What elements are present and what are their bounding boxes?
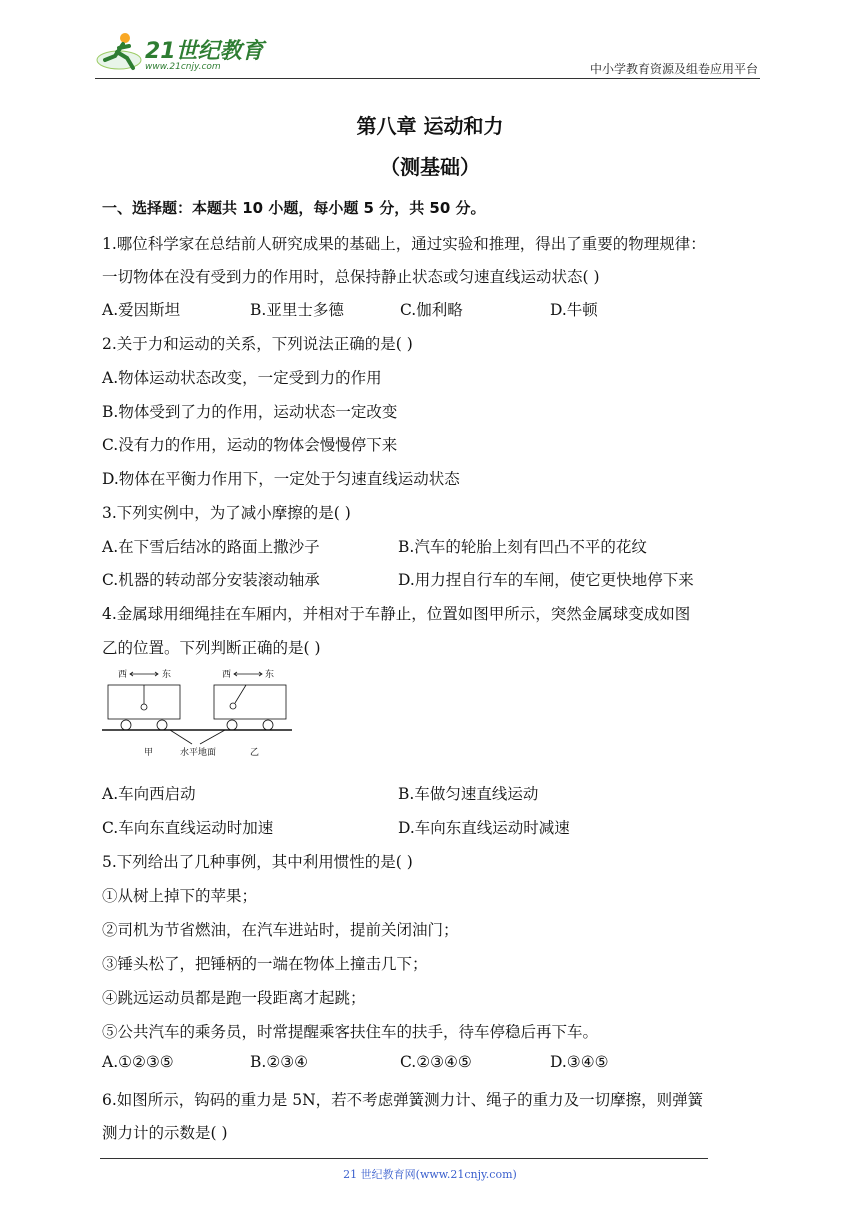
q5-item-5: ⑤公共汽车的乘务员，时常提醒乘客扶住车的扶手，待车停稳后再下车。 <box>102 1023 599 1041</box>
q6-stem-line1: 6.如图所示，钩码的重力是 5N，若不考虑弹簧测力计、绳子的重力及一切摩擦，则弹簧 <box>102 1091 704 1109</box>
fig-leader-left <box>170 730 192 744</box>
fig-wheel-yi-left <box>227 720 237 730</box>
q5-option-c: C.②③④⑤ <box>400 1053 472 1071</box>
q6-stem-line2: 测力计的示数是( ) <box>102 1124 228 1142</box>
fig-cart-yi <box>214 685 286 719</box>
footer-text: 21 世纪教育网(www.21cnjy.com) <box>343 1168 517 1181</box>
platform-name: 中小学教育资源及组卷应用平台 <box>589 62 758 76</box>
q2-stem: 2.关于力和运动的关系，下列说法正确的是( ) <box>102 335 413 353</box>
fig-label-yi: 乙 <box>250 748 260 758</box>
section-heading: 一、选择题：本题共 10 小题，每小题 5 分，共 50 分。 <box>102 199 486 217</box>
q1-stem-line2: 一切物体在没有受到力的作用时，总保持静止状态或匀速直线运动状态( ) <box>102 268 600 286</box>
fig-ball-jia <box>141 704 147 710</box>
fig-wheel-jia-left <box>121 720 131 730</box>
fig-west-label-1: 西 <box>118 670 128 680</box>
q5-option-b: B.②③④ <box>250 1053 309 1071</box>
q2-option-c: C.没有力的作用，运动的物体会慢慢停下来 <box>102 436 398 454</box>
q3-option-b: B.汽车的轮胎上刻有凹凸不平的花纹 <box>398 538 647 556</box>
q4-option-c: C.车向东直线运动时加速 <box>102 819 274 837</box>
q5-item-3: ③锤头松了，把锤柄的一端在物体上撞击几下； <box>102 955 428 973</box>
fig-string-yi <box>235 685 246 703</box>
q3-stem: 3.下列实例中，为了减小摩擦的是( ) <box>102 504 351 522</box>
fig-ball-yi <box>230 703 236 709</box>
q2-option-b: B.物体受到了力的作用，运动状态一定改变 <box>102 403 398 421</box>
fig-wheel-yi-right <box>263 720 273 730</box>
fig-leader-right <box>200 730 225 744</box>
site-logo <box>95 30 275 78</box>
page-title: 第八章 运动和力 <box>356 114 504 138</box>
q3-option-c: C.机器的转动部分安装滚动轴承 <box>102 571 320 589</box>
fig-label-jia: 甲 <box>144 748 154 758</box>
runner-logo-icon <box>95 30 145 76</box>
logo-url: www.21cnjy.com <box>145 62 221 72</box>
q5-item-2: ②司机为节省燃油，在汽车进站时，提前关闭油门； <box>102 921 459 939</box>
q4-option-d: D.车向东直线运动时减速 <box>398 819 570 837</box>
fig-east-label-1: 东 <box>162 670 172 680</box>
q4-stem-line1: 4.金属球用细绳挂在车厢内，并相对于车静止，位置如图甲所示，突然金属球变成如图 <box>102 605 691 623</box>
q2-option-a: A.物体运动状态改变，一定受到力的作用 <box>102 369 382 387</box>
q4-option-a: A.车向西启动 <box>102 785 196 803</box>
q4-stem-line2: 乙的位置。下列判断正确的是( ) <box>102 639 321 657</box>
q5-option-a: A.①②③⑤ <box>102 1053 174 1071</box>
header-divider <box>95 78 760 79</box>
q1-option-a: A.爱因斯坦 <box>102 301 181 319</box>
q1-stem-line1: 1.哪位科学家在总结前人研究成果的基础上，通过实验和推理，得出了重要的物理规律： <box>102 235 706 253</box>
q3-option-a: A.在下雪后结冰的路面上撒沙子 <box>102 538 320 556</box>
logo-text: 21世纪教育 <box>145 39 264 64</box>
page-header <box>95 30 760 80</box>
q5-item-4: ④跳远运动员都是跑一段距离才起跳； <box>102 989 366 1007</box>
q4-option-b: B.车做匀速直线运动 <box>398 785 539 803</box>
fig-wheel-jia-right <box>157 720 167 730</box>
q5-option-d: D.③④⑤ <box>550 1053 609 1071</box>
page-subtitle: （测基础） <box>380 155 480 179</box>
fig-label-ground: 水平地面 <box>180 748 217 758</box>
q5-stem: 5.下列给出了几种事例，其中利用惯性的是( ) <box>102 853 413 871</box>
q1-option-c: C.伽利略 <box>400 301 463 319</box>
q5-item-1: ①从树上掉下的苹果； <box>102 887 258 905</box>
fig-west-label-2: 西 <box>222 670 232 680</box>
q2-option-d: D.物体在平衡力作用下，一定处于匀速直线运动状态 <box>102 470 460 488</box>
q3-option-d: D.用力捏自行车的车闸，使它更快地停下来 <box>398 571 694 589</box>
fig-east-label-2: 东 <box>265 670 275 680</box>
q1-option-b: B.亚里士多德 <box>250 301 344 319</box>
q4-figure-cart-diagram <box>100 667 295 763</box>
footer-divider <box>100 1158 708 1159</box>
q1-option-d: D.牛顿 <box>550 301 598 319</box>
